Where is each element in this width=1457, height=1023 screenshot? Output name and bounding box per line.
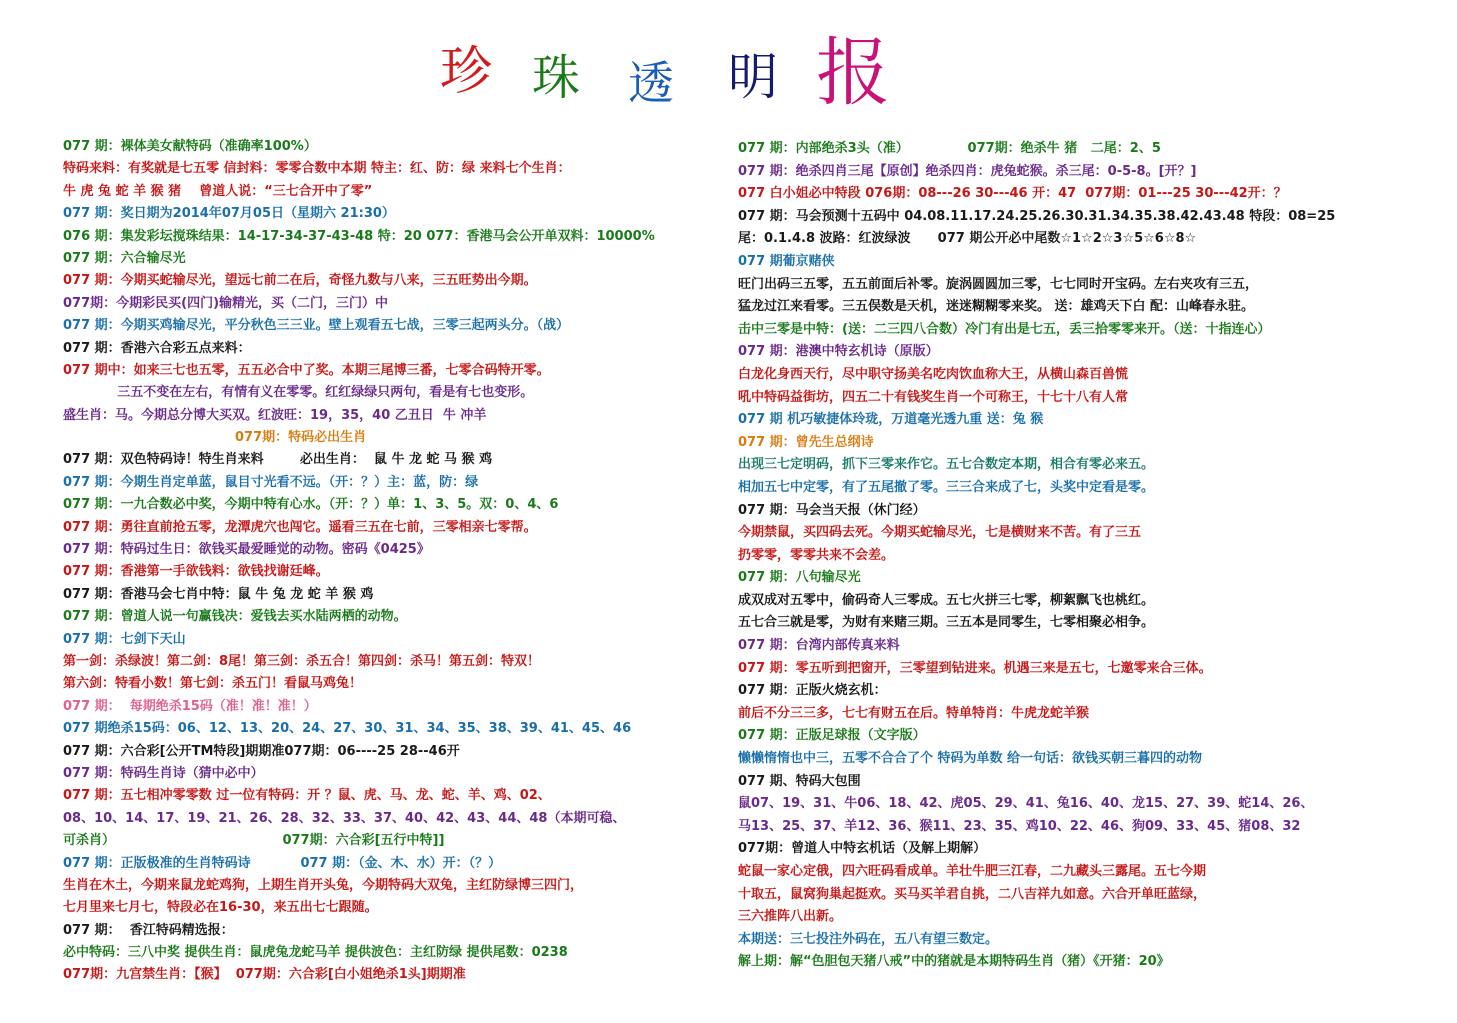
left-column-line: 077 期：勇往直前抢五零，龙潭虎穴也闯它。遥看三五在七前，三零相亲七零帮。 xyxy=(63,519,537,535)
right-column-line: 尾：0.1.4.8 波路：红波绿波 077 期公开必中尾数☆1☆2☆3☆5☆6☆8☆ xyxy=(738,231,1197,247)
title-char-4: 明 xyxy=(728,48,778,106)
right-column-line: 077期：曾道人中特玄机话（及解上期解） xyxy=(738,841,987,857)
right-column-line: 077 期：正版足球报（文字版） xyxy=(738,728,926,744)
right-column-line: 077 期 机巧敏捷体玲珑，万道毫光透九重 送：兔 猴 xyxy=(738,412,1044,428)
page-title xyxy=(440,30,960,120)
left-column-line: 077 期：香港马会七肖中特：鼠 牛 兔 龙 蛇 羊 猴 鸡 xyxy=(63,586,374,602)
right-column-line: 解上期：解“色胆包天猪八戒”中的猪就是本期特码生肖（猪）《开猪：20》 xyxy=(738,954,1170,970)
right-column-line: 扔零零，零零共来不会差。 xyxy=(738,547,895,563)
left-column-line: 077 期：曾道人说一句赢钱决：爱钱去买水陆两栖的动物。 xyxy=(63,609,407,625)
right-column-line: 懒懒惰惰也中三，五零不合合了个 特码为单数 给一句话：欲钱买朝三暮四的动物 xyxy=(738,751,1203,767)
left-column-line: 077 期：裸体美女献特码（准确率100%） xyxy=(63,139,317,154)
left-column-line: 077 期：今期买蛇输尽光，望远七前二在后，奇怪九数与八来，三五旺势出今期。 xyxy=(63,273,537,289)
right-column-line: 马13、25、37、羊12、36、猴11、23、35、鸡10、22、46、狗09、33、45、猪08、32 xyxy=(738,818,1301,834)
left-column xyxy=(63,136,723,987)
right-column-line: 077 期：八句输尽光 xyxy=(738,570,861,586)
left-column-line: 必中特码：三八中奖 提供生肖：鼠虎兔龙蛇马羊 提供波色：主红防绿 提供尾数：0238 xyxy=(63,945,568,961)
left-column-line: 077 期：正版极准的生肖特码诗 077 期：（金、木、水）开：（？） xyxy=(63,855,502,871)
right-column-line: 成双成对五零中，偷码奇人三零成。五七火拼三七零，柳絮飘飞也桃红。 xyxy=(738,592,1155,608)
left-column-line: 077 期中：如来三七也五零，五五必合中了奖。本期三尾博三番，七零合码特开零。 xyxy=(63,362,550,378)
left-column-line: 077 期绝杀15码：06、12、13、20、24、27、30、31、34、35、38、39、41、45、46 xyxy=(63,721,632,737)
right-column-line: 077 期：绝杀四肖三尾【原创】绝杀四肖：虎兔蛇猴。杀三尾：0-5-8。[开？] xyxy=(738,163,1197,179)
right-column-line: 相加五七中定零，有了五尾撤了零。三三合来成了七，头奖中定看是零。 xyxy=(738,479,1155,495)
right-column-line: 077 期：曾先生总纲诗 xyxy=(738,434,874,450)
left-column-line: 077 期：特码过生日：欲钱买最爱睡觉的动物。密码《0425》 xyxy=(63,542,430,558)
left-column-line: 特码来料：有奖就是七五零 信封料：零零合数中本期 特主：红、防：绿 来料七个生肖： xyxy=(63,161,571,177)
right-column-line: 077 期：港澳中特玄机诗（原版） xyxy=(738,344,939,360)
left-column-line: 077 期：奖日期为2014年07月05日（星期六 21:30） xyxy=(63,206,395,222)
right-column xyxy=(738,138,1438,974)
left-column-line: 077 期：今期买鸡输尽光，平分秋色三三业。壁上观看五七战，三零三起两头分。（战） xyxy=(63,318,570,334)
right-column-line: 077 期葡京赌侠 xyxy=(738,253,835,269)
left-column-line: 077期：特码必出生肖 xyxy=(63,430,367,446)
left-column-line: 077期：今期彩民买(四门)输精光，买（二门，三门）中 xyxy=(63,295,389,311)
right-column-line: 猛龙过江来看零。三五俣数是天机，迷迷糊糊零来奖。 送：雄鸡天下白 配：山峰春永驻。 xyxy=(738,299,1255,315)
left-column-line: 077 期：特码生肖诗（猜中必中） xyxy=(63,765,264,781)
left-column-line: 生肖在木土，今期来鼠龙蛇鸡狗，上期生肖开头兔，今期特码大双兔，主红防绿博三四门， xyxy=(63,877,584,893)
right-column-line: 077 白小姐必中特段 076期：08---26 30---46 开：47 077期：01---25 30---42开：？ xyxy=(738,186,1287,202)
right-column-line: 077 期：内部绝杀3头（准） 077期：绝杀牛 猪 二尾：2、5 xyxy=(738,141,1161,156)
left-column-line: 077 期：五七相冲零零数 过一位有特码：开 ？鼠、虎、马、龙、蛇、羊、鸡、02、 xyxy=(63,788,551,804)
right-column-line: 五七合三就是零，为财有来赌三期。三五本是同零生，七零相聚必相争。 xyxy=(738,615,1155,631)
title-char-1: 珍 xyxy=(440,42,493,102)
right-column-line: 077 期：马会预测十五码中 04.08.11.17.24.25.26.30.31.34.35.38.42.43.48 特段：08=25 xyxy=(738,208,1336,224)
left-column-line: 077 期： 香江特码精选报： xyxy=(63,922,234,938)
left-column-line: 第一剑：杀绿波！第二剑：8尾！第三剑：杀五合！第四剑：杀马！第五剑：特双！ xyxy=(63,653,541,669)
left-column-line: 077 期：双色特码诗！特生肖来料 必出生肖： 鼠 牛 龙 蛇 马 猴 鸡 xyxy=(63,452,493,468)
left-column-line: 077 期：今期生肖定单蓝，鼠目寸光看不远。（开：？）主：蓝，防：绿 xyxy=(63,474,479,490)
left-column-line: 077 期：六合彩[公开TM特段]期期准077期：06----25 28--46开 xyxy=(63,743,460,759)
right-column-line: 旺门出码三五零，五五前面后补零。旋涡圆圆加三零，七七同时开宝码。左右夹攻有三五， xyxy=(738,276,1259,292)
left-column-line: 077 期： 每期绝杀15码（准！准！准！） xyxy=(63,698,317,714)
right-column-line: 白龙化身西天行，尽中职守扬美名吃肉饮血称大王，从横山森百兽慌 xyxy=(738,366,1129,382)
right-column-line: 十取五，鼠窝狗巢起挺欢。买马买羊君自挑，二八吉祥九如意。六合开单旺蓝绿， xyxy=(738,886,1207,902)
title-char-5: 报 xyxy=(816,30,890,116)
left-column-line: 可杀肖） 077期：六合彩[五行中特]] xyxy=(63,833,445,849)
right-column-line: 077 期：正版火烧玄机： xyxy=(738,683,887,699)
right-column-line: 出现三七定明码，抓下三零来作它。五七合数定本期，相合有零必来五。 xyxy=(738,457,1155,473)
left-column-line: 077 期：一九合数必中奖，今期中特有心水。（开：？）单：1、3、5。双：0、4、6 xyxy=(63,497,559,513)
right-column-line: 前后不分三三多，七七有财五在后。特单特肖：牛虎龙蛇羊猴 xyxy=(738,705,1090,721)
right-column-line: 077 期、特码大包围 xyxy=(738,773,861,789)
left-column-line: 盛生肖：马。今期总分博大买双。红波旺：19，35，40 乙丑日 牛 冲羊 xyxy=(63,407,487,423)
left-column-line: 077 期：六合输尽光 xyxy=(63,250,186,266)
left-column-line: 076 期：集发彩坛搅珠结果：14-17-34-37-43-48 特：20 077：香港马会公开单双料：10000% xyxy=(63,228,655,244)
right-column-line: 击中三零是中特：(送：二三四八合数）冷门有出是七五，丢三拾零零来开。（送：十指连心） xyxy=(738,321,1271,337)
left-column-line: 08、10、14、17、19、21、26、28、32、33、37、40、42、43、44、48（本期可稳、 xyxy=(63,810,626,826)
right-column-line: 今期禁鼠，买四码去死。今期买蛇输尽光，七是横财来不苦。有了三五 xyxy=(738,525,1142,541)
right-column-line: 蛇鼠一家心定俄，四六旺码看成单。羊壮牛肥三江春，二九藏头三露尾。五七今期 xyxy=(738,864,1207,879)
left-column-line: 077期：九宫禁生肖：【猴】 077期：六合彩[白小姐绝杀1头]期期准 xyxy=(63,967,466,983)
left-column-line: 牛 虎 兔 蛇 羊 猴 猪 曾道人说：“三七合开中了零” xyxy=(63,183,373,199)
left-column-line: 077 期：七剑下天山 xyxy=(63,631,186,647)
right-column-line: 鼠07、19、31、牛06、18、42、虎05、29、41、兔16、40、龙15、27、39、蛇14、26、 xyxy=(738,796,1314,812)
right-column-line: 077 期：零五听到把窗开，三零望到钻进来。机遇三来是五七，七邀零来合三体。 xyxy=(738,660,1212,676)
left-column-line: 077 期：香港六合彩五点来料： xyxy=(63,340,251,356)
right-column-line: 三六推阵八出新。 xyxy=(738,909,843,925)
left-column-line: 七月里来七月七，特段必在16-30，来五出七七跟随。 xyxy=(63,900,378,916)
title-char-2: 珠 xyxy=(532,50,581,106)
right-column-line: 本期送：三七投注外码在，五八有望三数定。 xyxy=(738,931,999,947)
left-column-line: 第六剑：特看小数！第七剑：杀五门！看鼠马鸡兔！ xyxy=(63,676,363,692)
right-column-line: 吼中特码益街坊，四五二十有钱奖生肖一个可称王，十七十八有人常 xyxy=(738,389,1129,405)
left-column-line: 077 期：香港第一手欲钱料：欲钱找谢廷峰。 xyxy=(63,564,329,580)
left-column-line: 三五不变在左右，有情有义在零零。红红绿绿只两句，看是有七也变形。 xyxy=(63,385,534,401)
title-char-3: 透 xyxy=(628,56,674,110)
right-column-line: 077 期：马会当天报（休门经） xyxy=(738,502,926,518)
right-column-line: 077 期：台湾内部传真来料 xyxy=(738,638,900,654)
